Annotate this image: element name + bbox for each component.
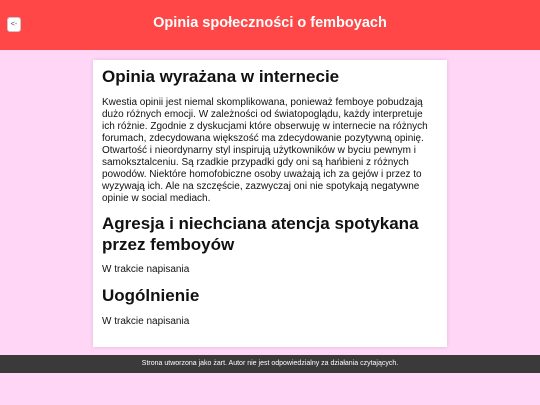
section-body-summary: W trakcie napisania — [102, 315, 190, 327]
section-heading-online-opinion: Opinia wyrażana w internecie — [102, 67, 340, 86]
section-heading-summary: Uogólnienie — [102, 286, 200, 306]
footer-disclaimer: Strona utworzona jako żart. Autor nie jest odpowiedzialny za działania czytających. — [141, 360, 399, 367]
article-card — [93, 60, 447, 347]
section-body-aggression: W trakcie napisania — [102, 264, 190, 276]
page-header — [0, 0, 540, 50]
page-title: Opinia społeczności o femboyach — [153, 15, 387, 31]
section-heading-aggression: Agresja i niechciana atencja spotykana przez femboyów — [102, 214, 419, 254]
section-body-online-opinion: Kwestia opinii jest niemal skomplikowana, ponieważ femboye pobudzają dużo różnych emocji. W zależności od światopoglądu, każdy interpretuje ich różnie. Zgodnie z dyskucjami które obserwuję w internecie na różnych forumach, zdecydowana większość ma zdecydowanie pozytywną opinię. Otwartość i nieordynarny styl inspirują użytkowników w byciu pewnym i samoksztalceniu. Są rzadkie przypadki gdy oni są hańbieni z różnych powodów. Niektóre homofobiczne osoby uważają ich za gejów i przez to wyzywają ich. Ale na szczęście, zazwyczaj oni nie spotykają negatywne opinie w social mediach. — [102, 97, 428, 205]
back-arrow-icon: <- — [10, 21, 18, 28]
page-footer — [0, 355, 540, 373]
